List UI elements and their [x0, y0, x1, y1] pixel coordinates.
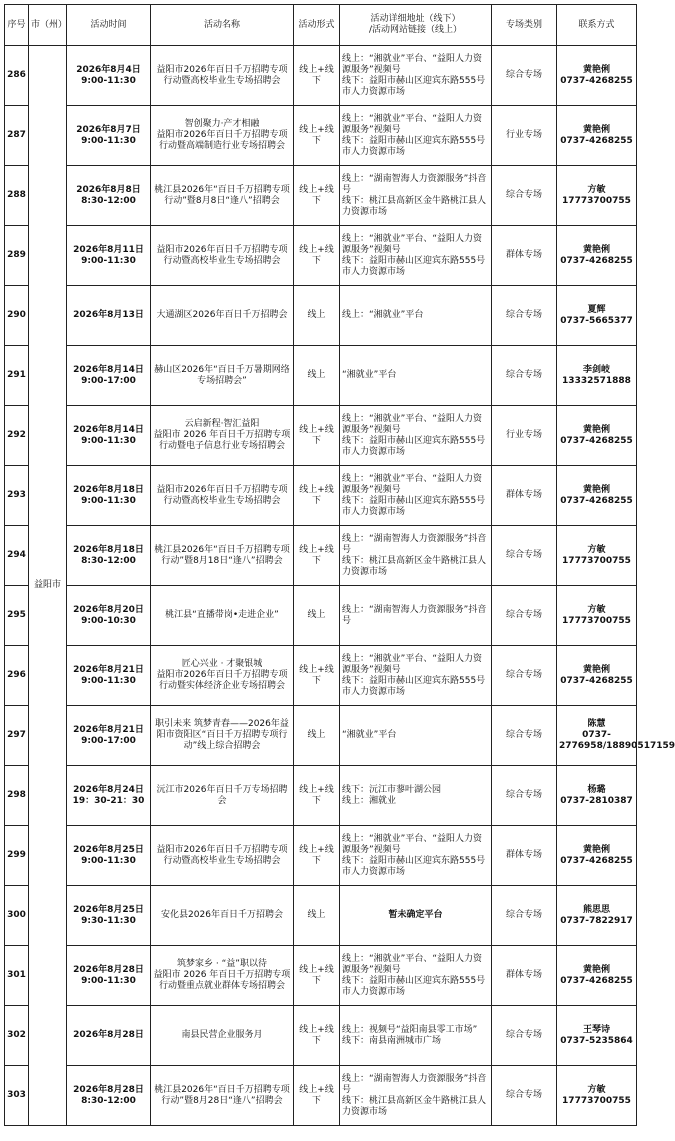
- address-cell: [340, 646, 492, 706]
- table-row: [5, 106, 637, 166]
- address-cell: [340, 346, 492, 406]
- address-line: 线上：“湘就业”平台、“益阳人力资源服务”视频号: [342, 53, 482, 75]
- table-row: [5, 826, 637, 886]
- contact-phone: 0737-4268255: [560, 135, 633, 146]
- event-hours: 9:00-11:30: [81, 75, 136, 86]
- header-time: 活动时间: [67, 5, 151, 46]
- header-address: [340, 5, 492, 46]
- address-line: 线下：益阳市赫山区迎宾东路555号市人力资源市场: [342, 855, 486, 877]
- event-hours: 9:00-17:00: [81, 375, 136, 386]
- contact-cell: [557, 1066, 637, 1126]
- category-cell: 群体专场: [492, 226, 557, 286]
- event-name-line: 益阳市2026年百日千万招聘专项行动暨高校毕业生专场招聘会: [156, 64, 288, 86]
- event-name-line: 匠心兴业 · 才聚银城: [181, 659, 263, 669]
- address-line: 线上：“湘就业”平台、“益阳人力资源服务”视频号: [342, 113, 482, 135]
- table-row: [5, 586, 637, 646]
- contact-person: 李剑岐: [582, 364, 610, 375]
- event-date: 2026年8月24日: [73, 784, 144, 795]
- contact-phone: 17773700755: [562, 195, 631, 206]
- event-date: 2026年8月28日: [73, 1084, 144, 1095]
- header-name: 活动名称: [151, 5, 294, 46]
- schedule-table: [4, 4, 675, 1126]
- event-form: 线上+线下: [294, 166, 340, 226]
- event-name-line: 益阳市 2026 年百日千万招聘专项行动暨重点就业群体专场招聘会: [153, 970, 291, 991]
- contact-cell: [557, 886, 637, 946]
- contact-person: 夏辉: [587, 304, 606, 315]
- table-row: [5, 706, 637, 766]
- contact-phone: 0737-4268255: [560, 975, 633, 986]
- event-date: 2026年8月11日: [73, 244, 144, 255]
- row-number: 292: [5, 406, 29, 466]
- event-date: 2026年8月8日: [76, 184, 141, 195]
- contact-person: 王琴诗: [582, 1024, 610, 1035]
- contact-phone: 17773700755: [562, 1095, 631, 1106]
- event-name-line: 益阳市2026年百日千万招聘专项行动暨高端制造行业专场招聘会: [156, 130, 288, 151]
- city-cell: 益阳市: [29, 46, 67, 1126]
- event-form: 线上+线下: [294, 826, 340, 886]
- contact-cell: [557, 286, 637, 346]
- event-name-cell: [151, 526, 294, 586]
- table-row: [5, 766, 637, 826]
- event-name-cell: [151, 1006, 294, 1066]
- contact-person: 陈慧: [587, 719, 606, 729]
- address-cell: [340, 406, 492, 466]
- address-line: 线下：桃江县高新区金牛路桃江县人力资源市场: [342, 195, 487, 217]
- table-row: [5, 166, 637, 226]
- event-name-line: 益阳市2026年百日千万招聘专项行动暨实体经济企业专场招聘会: [156, 670, 288, 691]
- header-address-line: /活动网站链接（线上）: [368, 25, 463, 35]
- row-number: 302: [5, 1006, 29, 1066]
- contact-cell: [557, 526, 637, 586]
- address-line: 暂未确定平台: [388, 910, 443, 920]
- time-cell: [67, 106, 151, 166]
- event-name-line: 益阳市2026年百日千万招聘专项行动暨高校毕业生专场招聘会: [156, 244, 288, 266]
- address-line: 线上：“湘就业”平台: [342, 310, 424, 320]
- time-cell: [67, 286, 151, 346]
- row-number: 291: [5, 346, 29, 406]
- event-form: 线上+线下: [294, 946, 340, 1006]
- event-name-cell: [151, 1066, 294, 1126]
- event-hours: 9:00-11:30: [81, 255, 136, 266]
- contact-person: 方敏: [587, 544, 606, 555]
- time-cell: [67, 826, 151, 886]
- category-cell: 综合专场: [492, 526, 557, 586]
- time-cell: [67, 946, 151, 1006]
- address-cell: [340, 46, 492, 106]
- contact-phone: 13332571888: [562, 375, 631, 386]
- address-cell: [340, 766, 492, 826]
- header-address-line: 活动详细地址（线下）: [370, 14, 461, 24]
- event-name-line: 桃江县2026年“百日千万招聘专项行动”暨8月28日“逢八”招聘会: [154, 1084, 290, 1106]
- event-name-cell: [151, 886, 294, 946]
- contact-person: 方敏: [587, 1084, 606, 1095]
- table-row: [5, 346, 637, 406]
- table-row: [5, 646, 637, 706]
- row-number: 288: [5, 166, 29, 226]
- row-number: 293: [5, 466, 29, 526]
- contact-cell: [557, 166, 637, 226]
- address-line: “湘就业”平台: [342, 370, 397, 380]
- address-line: 线下：益阳市赫山区迎宾东路555号市人力资源市场: [342, 675, 486, 697]
- job-fair-schedule: [4, 4, 675, 1126]
- time-cell: [67, 646, 151, 706]
- header-row: [5, 5, 637, 46]
- event-name-line: 南县民营企业服务月: [181, 1030, 263, 1040]
- event-form: 线上+线下: [294, 1006, 340, 1066]
- event-hours: 9:00-10:30: [81, 615, 136, 626]
- contact-cell: [557, 946, 637, 1006]
- event-date: 2026年8月14日: [73, 364, 144, 375]
- address-line: 线上：“湖南智海人力资源服务”抖音号: [342, 173, 487, 195]
- event-hours: 8:30-12:00: [81, 555, 136, 566]
- event-name-cell: [151, 226, 294, 286]
- address-cell: [340, 286, 492, 346]
- header-contact: 联系方式: [557, 5, 637, 46]
- event-form: 线上+线下: [294, 646, 340, 706]
- contact-person: 黄艳俐: [582, 484, 610, 495]
- address-line: “湘就业”平台: [342, 730, 397, 740]
- time-cell: [67, 586, 151, 646]
- event-hours: 9:00-11:30: [81, 495, 136, 506]
- table-row: [5, 406, 637, 466]
- contact-person: 黄艳俐: [582, 64, 610, 75]
- table-row: [5, 226, 637, 286]
- row-number: 297: [5, 706, 29, 766]
- contact-person: 黄艳俐: [582, 424, 610, 435]
- time-cell: [67, 886, 151, 946]
- address-line: 线下：南县南洲城市广场: [342, 1035, 442, 1046]
- event-name-cell: [151, 406, 294, 466]
- event-date: 2026年8月28日: [73, 1030, 144, 1040]
- contact-phone: 0737-4268255: [560, 855, 633, 866]
- event-name-line: 云启新程·智汇益阳: [184, 419, 260, 429]
- time-cell: [67, 226, 151, 286]
- event-form: 线上+线下: [294, 46, 340, 106]
- category-cell: 综合专场: [492, 1066, 557, 1126]
- event-date: 2026年8月14日: [73, 424, 144, 435]
- time-cell: [67, 466, 151, 526]
- contact-person: 黄艳俐: [582, 964, 610, 975]
- event-form: 线上+线下: [294, 1066, 340, 1126]
- contact-person: 方敏: [587, 184, 606, 195]
- time-cell: [67, 1006, 151, 1066]
- event-date: 2026年8月18日: [73, 484, 144, 495]
- contact-person: 方敏: [587, 604, 606, 615]
- contact-person: 杨璐: [587, 784, 606, 795]
- contact-phone: 0737-2776958/18890517159: [559, 730, 675, 751]
- table-row: [5, 46, 637, 106]
- contact-phone: 0737-4268255: [560, 75, 633, 86]
- address-line: 线上：“湘就业”平台、“益阳人力资源服务”视频号: [342, 413, 482, 435]
- address-line: 线下：益阳市赫山区迎宾东路555号市人力资源市场: [342, 135, 486, 157]
- row-number: 287: [5, 106, 29, 166]
- event-name-cell: [151, 46, 294, 106]
- event-name-cell: [151, 106, 294, 166]
- event-date: 2026年8月21日: [73, 664, 144, 675]
- category-cell: 综合专场: [492, 766, 557, 826]
- address-cell: [340, 466, 492, 526]
- category-cell: 综合专场: [492, 646, 557, 706]
- contact-cell: [557, 46, 637, 106]
- event-date: 2026年8月28日: [73, 964, 144, 975]
- category-cell: 综合专场: [492, 286, 557, 346]
- address-line: 线上：视频号“益阳南县零工市场”: [342, 1024, 478, 1035]
- event-hours: 9:00-11:30: [81, 135, 136, 146]
- time-cell: [67, 46, 151, 106]
- contact-phone: 0737-5665377: [560, 315, 633, 326]
- schedule-body: [5, 46, 675, 1126]
- row-number: 300: [5, 886, 29, 946]
- event-form: 线上+线下: [294, 526, 340, 586]
- address-line: 线下：益阳市赫山区迎宾东路555号市人力资源市场: [342, 75, 486, 97]
- contact-cell: [557, 406, 637, 466]
- address-line: 线上：“湖南智海人力资源服务”抖音号: [342, 1073, 487, 1095]
- header-seq: 序号: [5, 5, 29, 46]
- contact-phone: 0737-2810387: [560, 795, 633, 806]
- address-cell: [340, 526, 492, 586]
- contact-cell: [557, 346, 637, 406]
- table-row: [5, 1066, 637, 1126]
- contact-cell: [557, 226, 637, 286]
- contact-cell: [557, 646, 637, 706]
- event-name-line: 沅江市2026年百日千万专场招聘会: [156, 784, 288, 806]
- contact-phone: 0737-4268255: [560, 435, 633, 446]
- event-date: 2026年8月7日: [76, 124, 141, 135]
- event-hours: 19：30-21：30: [72, 795, 145, 806]
- category-cell: 行业专场: [492, 406, 557, 466]
- event-form: 线上: [294, 586, 340, 646]
- category-cell: 群体专场: [492, 826, 557, 886]
- event-date: 2026年8月21日: [73, 724, 144, 735]
- address-cell: [340, 886, 492, 946]
- address-line: 线上：“湘就业”平台、“益阳人力资源服务”视频号: [342, 833, 482, 855]
- event-name-cell: [151, 166, 294, 226]
- contact-phone: 0737-7822917: [560, 915, 633, 926]
- row-number: 286: [5, 46, 29, 106]
- contact-cell: [557, 826, 637, 886]
- contact-phone: 17773700755: [562, 615, 631, 626]
- event-name-cell: [151, 766, 294, 826]
- contact-cell: [557, 106, 637, 166]
- contact-phone: 17773700755: [562, 555, 631, 566]
- event-name-line: 赫山区2026年“百日千万暑期网络专场招聘会”: [154, 364, 290, 386]
- event-name-line: 益阳市 2026 年百日千万招聘专项行动暨电子信息行业专场招聘会: [153, 430, 291, 451]
- time-cell: [67, 1066, 151, 1126]
- event-name-line: 大通湖区2026年百日千万招聘会: [156, 310, 288, 320]
- address-cell: [340, 706, 492, 766]
- event-hours: 8:30-12:00: [81, 1095, 136, 1106]
- table-row: [5, 526, 637, 586]
- event-name-cell: [151, 466, 294, 526]
- header-city: 市（州）: [29, 5, 67, 46]
- category-cell: 群体专场: [492, 946, 557, 1006]
- address-cell: [340, 226, 492, 286]
- contact-person: 熊思思: [582, 904, 610, 915]
- category-cell: 综合专场: [492, 166, 557, 226]
- contact-person: 黄艳俐: [582, 664, 610, 675]
- event-hours: 9:30-11:30: [81, 915, 136, 926]
- address-line: 线下：桃江县高新区金牛路桃江县人力资源市场: [342, 555, 487, 577]
- event-name-line: 益阳市2026年百日千万招聘专项行动暨高校毕业生专场招聘会: [156, 484, 288, 506]
- time-cell: [67, 706, 151, 766]
- event-name-cell: [151, 946, 294, 1006]
- category-cell: 综合专场: [492, 586, 557, 646]
- contact-person: 黄艳俐: [582, 124, 610, 135]
- row-number: 290: [5, 286, 29, 346]
- contact-phone: 0737-4268255: [560, 255, 633, 266]
- time-cell: [67, 406, 151, 466]
- event-name-line: 益阳市2026年百日千万招聘专项行动暨高校毕业生专场招聘会: [156, 844, 288, 866]
- event-hours: 9:00-11:30: [81, 435, 136, 446]
- address-cell: [340, 826, 492, 886]
- time-cell: [67, 526, 151, 586]
- event-form: 线上+线下: [294, 226, 340, 286]
- event-name-cell: [151, 286, 294, 346]
- event-name-cell: [151, 826, 294, 886]
- address-cell: [340, 1006, 492, 1066]
- row-number: 295: [5, 586, 29, 646]
- category-cell: 综合专场: [492, 346, 557, 406]
- category-cell: 群体专场: [492, 466, 557, 526]
- header-category: 专场类别: [492, 5, 557, 46]
- header-form: 活动形式: [294, 5, 340, 46]
- contact-phone: 0737-4268255: [560, 495, 633, 506]
- contact-cell: [557, 706, 675, 766]
- event-name-cell: [151, 706, 294, 766]
- event-name-line: 智创聚力·产才相融: [184, 119, 260, 129]
- row-number: 299: [5, 826, 29, 886]
- row-number: 303: [5, 1066, 29, 1126]
- address-line: 线上：“湘就业”平台、“益阳人力资源服务”视频号: [342, 233, 482, 255]
- event-hours: 9:00-17:00: [81, 735, 136, 746]
- contact-cell: [557, 466, 637, 526]
- event-name-line: 职引未来 筑梦青春——2026年益阳市资阳区“百日千万招聘专项行动”线上综合招聘会: [155, 719, 289, 751]
- event-form: 线上: [294, 286, 340, 346]
- event-form: 线上: [294, 706, 340, 766]
- event-hours: 9:00-11:30: [81, 675, 136, 686]
- event-hours: 8:30-12:00: [81, 195, 136, 206]
- contact-cell: [557, 586, 637, 646]
- address-cell: [340, 106, 492, 166]
- category-cell: 综合专场: [492, 886, 557, 946]
- row-number: 296: [5, 646, 29, 706]
- event-hours: 9:00-11:30: [81, 975, 136, 986]
- address-line: 线下：益阳市赫山区迎宾东路555号市人力资源市场: [342, 495, 486, 517]
- event-form: 线上: [294, 346, 340, 406]
- event-name-cell: [151, 586, 294, 646]
- address-cell: [340, 586, 492, 646]
- address-cell: [340, 946, 492, 1006]
- event-name-cell: [151, 346, 294, 406]
- table-row: [5, 466, 637, 526]
- contact-person: 黄艳俐: [582, 244, 610, 255]
- address-line: 线上：湘就业: [342, 795, 397, 806]
- table-row: [5, 886, 637, 946]
- event-name-line: 桃江县2026年“百日千万招聘专项行动”暨8月18日“逢八”招聘会: [154, 544, 290, 566]
- contact-phone: 0737-4268255: [560, 675, 633, 686]
- event-hours: 9:00-11:30: [81, 855, 136, 866]
- address-line: 线上：“湖南智海人力资源服务”抖音号: [342, 604, 487, 626]
- address-cell: [340, 1066, 492, 1126]
- contact-phone: 0737-5235864: [560, 1035, 633, 1046]
- category-cell: 综合专场: [492, 706, 557, 766]
- table-row: [5, 1006, 637, 1066]
- contact-person: 黄艳俐: [582, 844, 610, 855]
- time-cell: [67, 346, 151, 406]
- address-line: 线上：“湘就业”平台、“益阳人力资源服务”视频号: [342, 953, 482, 975]
- event-form: 线上+线下: [294, 466, 340, 526]
- address-line: 线下：益阳市赫山区迎宾东路555号市人力资源市场: [342, 975, 486, 997]
- category-cell: 行业专场: [492, 106, 557, 166]
- category-cell: 综合专场: [492, 46, 557, 106]
- event-name-line: 安化县2026年百日千万招聘会: [161, 910, 283, 920]
- address-line: 线下：桃江县高新区金牛路桃江县人力资源市场: [342, 1095, 487, 1117]
- time-cell: [67, 166, 151, 226]
- address-line: 线上：“湘就业”平台、“益阳人力资源服务”视频号: [342, 473, 482, 495]
- event-name-line: 桃江县2026年“百日千万招聘专项行动”暨8月8日“逢八”招聘会: [154, 184, 290, 206]
- contact-cell: [557, 1006, 637, 1066]
- table-row: [5, 286, 637, 346]
- event-form: 线上+线下: [294, 766, 340, 826]
- row-number: 289: [5, 226, 29, 286]
- address-line: 线上：“湖南智海人力资源服务”抖音号: [342, 533, 487, 555]
- table-row: [5, 946, 637, 1006]
- address-line: 线下：益阳市赫山区迎宾东路555号市人力资源市场: [342, 435, 486, 457]
- row-number: 298: [5, 766, 29, 826]
- address-cell: [340, 166, 492, 226]
- time-cell: [67, 766, 151, 826]
- row-number: 294: [5, 526, 29, 586]
- event-date: 2026年8月18日: [73, 544, 144, 555]
- event-name-line: 桃江县“直播带岗•走进企业”: [165, 610, 279, 620]
- address-line: 线下：沅江市蓼叶湖公园: [342, 784, 442, 795]
- contact-cell: [557, 766, 637, 826]
- event-date: 2026年8月13日: [73, 310, 144, 320]
- event-form: 线上+线下: [294, 406, 340, 466]
- event-date: 2026年8月20日: [73, 604, 144, 615]
- event-date: 2026年8月25日: [73, 844, 144, 855]
- category-cell: 综合专场: [492, 1006, 557, 1066]
- row-number: 301: [5, 946, 29, 1006]
- event-form: 线上+线下: [294, 106, 340, 166]
- event-name-cell: [151, 646, 294, 706]
- event-date: 2026年8月4日: [76, 64, 141, 75]
- event-form: 线上: [294, 886, 340, 946]
- address-line: 线下：益阳市赫山区迎宾东路555号市人力资源市场: [342, 255, 486, 277]
- address-line: 线上：“湘就业”平台、“益阳人力资源服务”视频号: [342, 653, 482, 675]
- event-date: 2026年8月25日: [73, 904, 144, 915]
- event-name-line: 筑梦家乡 · “益”职以待: [177, 959, 267, 969]
